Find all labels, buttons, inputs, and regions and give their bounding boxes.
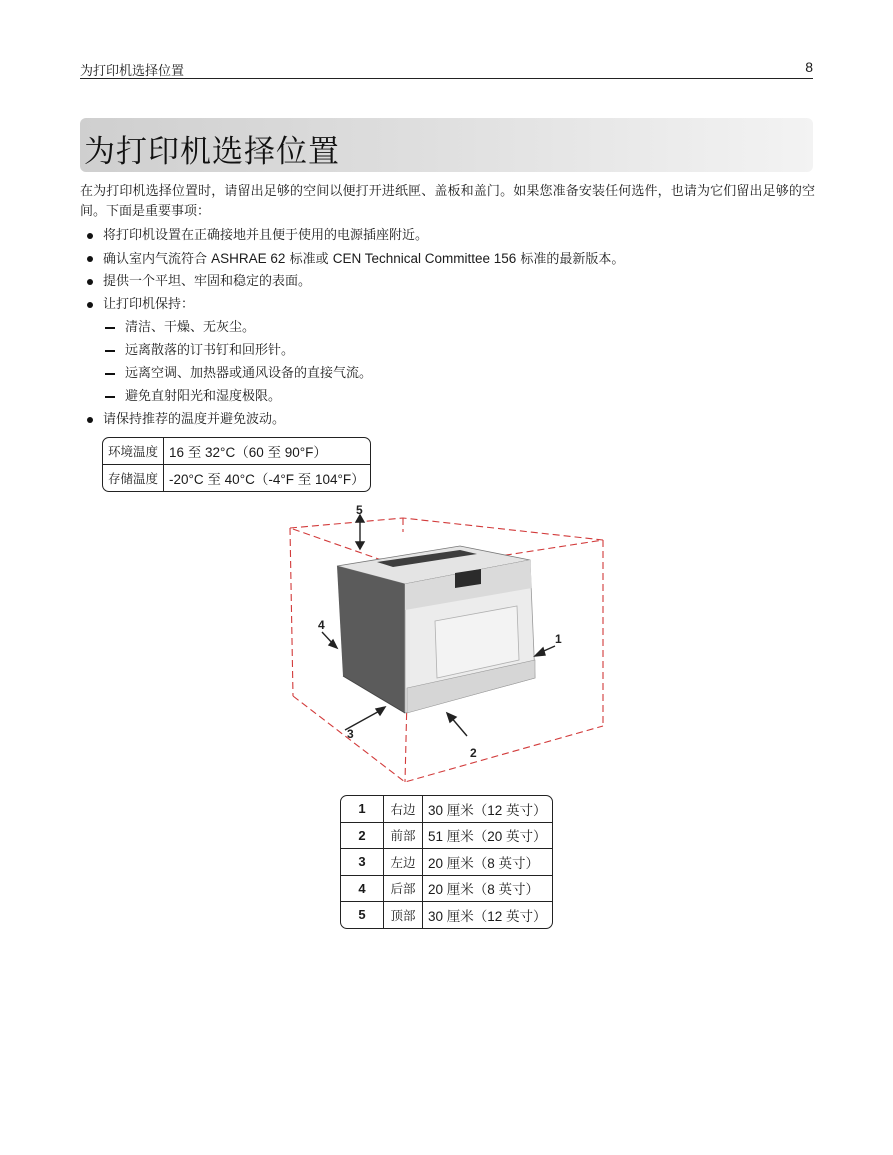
table-row — [341, 822, 552, 849]
temp-value: -20°C 至 40°C（-4°F 至 104°F） — [169, 472, 365, 487]
list-item: 确认室内气流符合 ASHRAE 62 标准或 CEN Technical Committee 156 标准的最新版本。 — [80, 247, 815, 270]
list-item: 提供一个平坦、牢固和稳定的表面。 — [80, 270, 815, 293]
dash-icon — [105, 327, 115, 329]
running-header — [80, 58, 813, 79]
clearance-side: 左边 — [384, 848, 423, 875]
table-row — [103, 438, 370, 465]
dash-icon — [105, 373, 115, 375]
bullet-icon — [87, 233, 93, 239]
sub-list-item: 远离散落的订书钉和回形针。 — [80, 339, 815, 362]
page-title: 为打印机选择位置 — [84, 134, 340, 170]
requirements-list — [80, 224, 815, 431]
table-row — [103, 465, 370, 491]
temperature-table — [102, 437, 371, 492]
clearance-side: 前部 — [384, 822, 423, 849]
clearance-number: 2 — [341, 822, 384, 849]
clearance-number: 1 — [341, 796, 384, 822]
callout-4: 4 — [318, 618, 325, 632]
table-row — [341, 901, 552, 928]
clearance-distance: 20 厘米（8 英寸） — [423, 848, 552, 875]
list-item: 将打印机设置在正确接地并且便于使用的电源插座附近。 — [80, 224, 815, 247]
callout-5: 5 — [356, 503, 363, 517]
dash-icon — [105, 350, 115, 352]
temp-label: 存储温度 — [103, 465, 164, 491]
printer-illustration — [337, 546, 535, 713]
table-row — [341, 848, 552, 875]
clearance-number: 3 — [341, 848, 384, 875]
temp-value: 16 至 32°C（60 至 90°F） — [164, 438, 370, 465]
sub-list-item: 避免直射阳光和湿度极限。 — [80, 385, 815, 408]
sub-list-item: 清洁、干燥、无灰尘。 — [80, 316, 815, 339]
clearance-number: 4 — [341, 875, 384, 902]
temp-label: 环境温度 — [103, 438, 164, 465]
clearance-distance: 30 厘米（12 英寸） — [423, 901, 552, 928]
callout-2: 2 — [470, 746, 477, 760]
sub-list-item: 远离空调、加热器或通风设备的直接气流。 — [80, 362, 815, 385]
list-item: 请保持推荐的温度并避免波动。 — [80, 408, 815, 431]
list-item: 让打印机保持： — [80, 293, 815, 316]
callout-3: 3 — [347, 727, 354, 741]
bullet-icon — [87, 417, 93, 423]
clearance-side: 右边 — [384, 796, 423, 822]
dash-icon — [105, 396, 115, 398]
standard-cen: CEN Technical Committee 156 — [332, 251, 517, 266]
clearance-table — [340, 795, 553, 929]
clearance-distance: 30 厘米（12 英寸） — [428, 802, 547, 818]
clearance-side: 顶部 — [384, 901, 423, 928]
page-number: 8 — [805, 59, 813, 75]
callout-1: 1 — [555, 632, 562, 646]
printer-clearance-figure — [285, 498, 615, 790]
header-section-title: 为打印机选择位置 — [80, 64, 185, 79]
clearance-number: 5 — [341, 901, 384, 928]
table-row — [341, 875, 552, 902]
standard-ashrae: ASHRAE 62 — [211, 251, 286, 266]
bullet-icon — [87, 256, 93, 262]
bullet-icon — [87, 302, 93, 308]
clearance-distance: 20 厘米（8 英寸） — [423, 875, 552, 902]
title-banner — [80, 118, 813, 172]
clearance-side: 后部 — [384, 875, 423, 902]
intro-paragraph: 在为打印机选择位置时，请留出足够的空间以便打开进纸匣、盖板和盖门。如果您准备安装任何选件，也请为它们留出足够的空间。下面是重要事项： — [80, 184, 815, 219]
table-row — [341, 796, 552, 822]
clearance-distance: 51 厘米（20 英寸） — [423, 822, 552, 849]
bullet-icon — [87, 279, 93, 285]
